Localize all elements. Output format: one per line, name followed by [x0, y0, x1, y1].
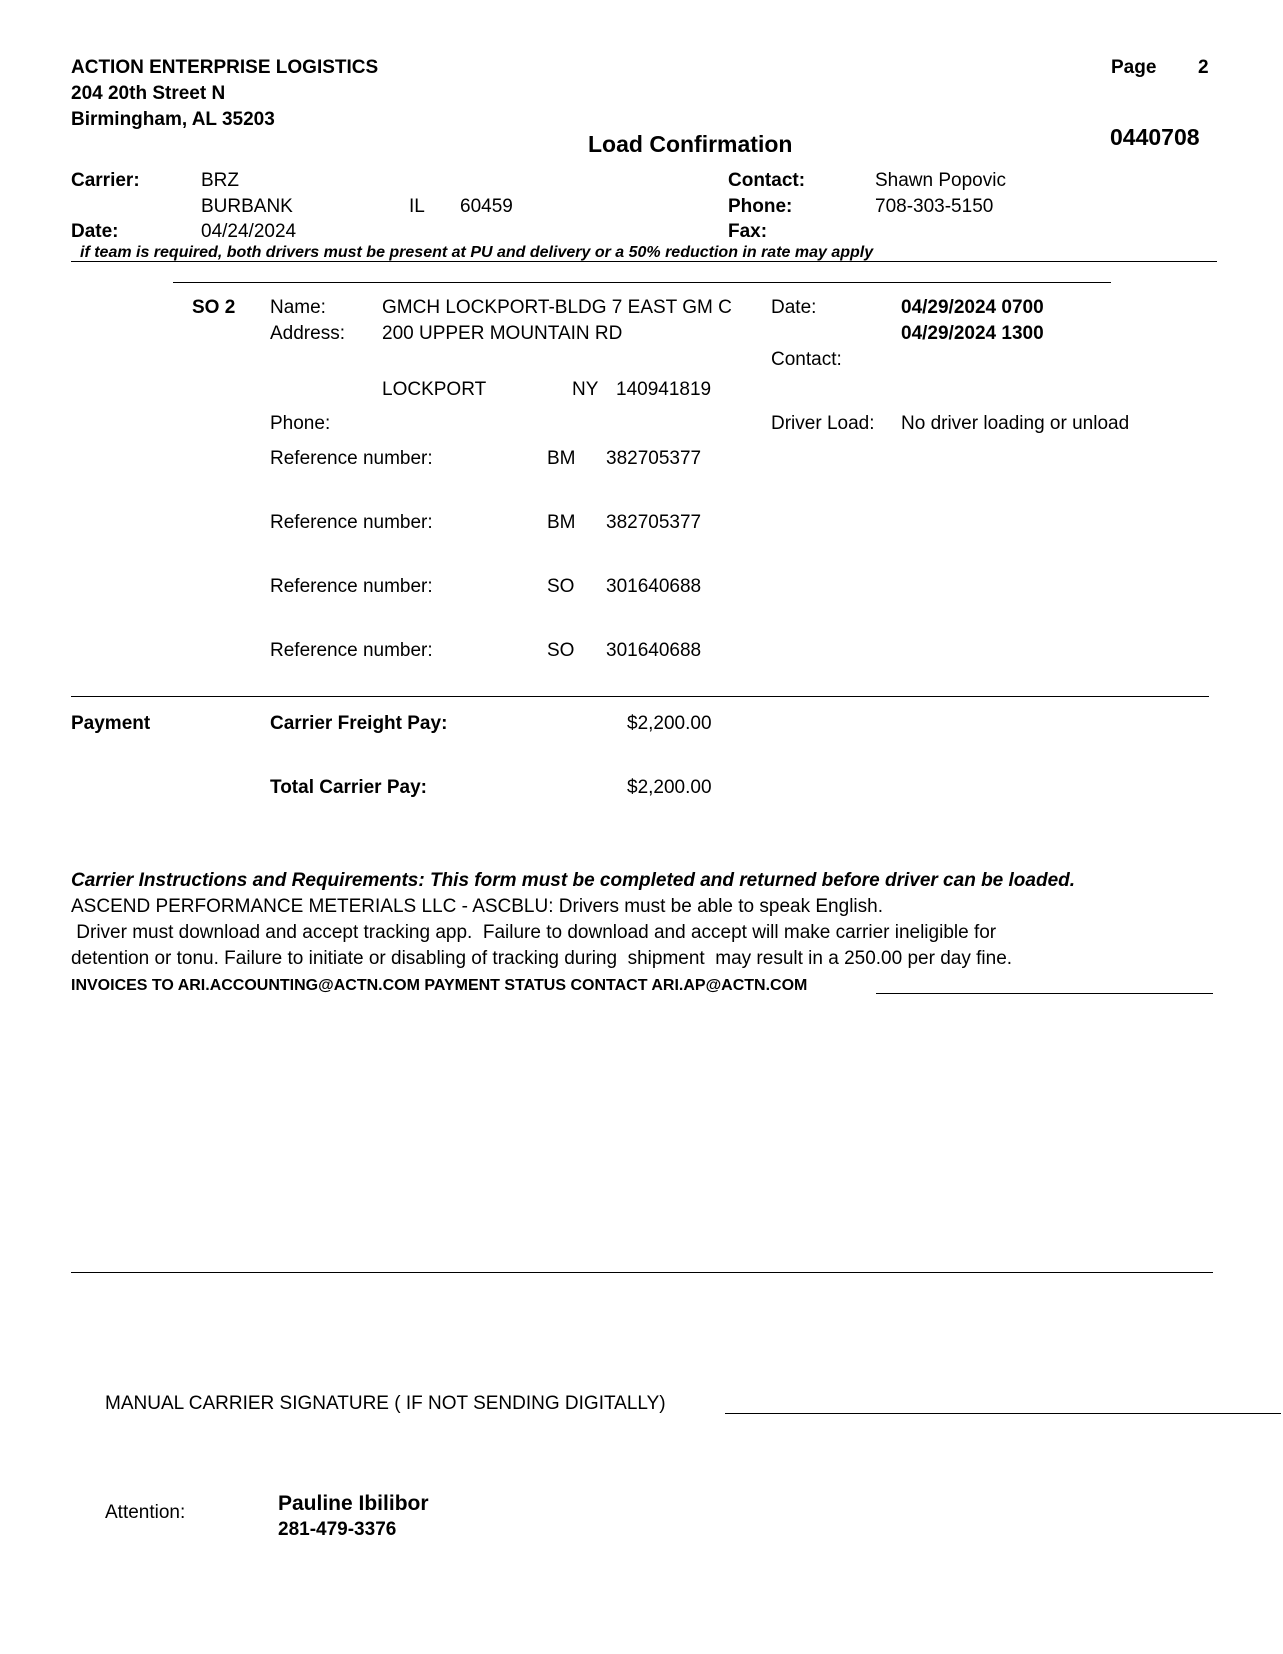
- carrier-date: 04/24/2024: [201, 221, 297, 242]
- attention-label: Attention:: [105, 1502, 186, 1523]
- company-name: ACTION ENTERPRISE LOGISTICS: [71, 57, 379, 78]
- reference-value: 301640688: [606, 576, 702, 597]
- stop-date-to: 04/29/2024 1300: [901, 323, 1044, 344]
- total-pay-label: Total Carrier Pay:: [270, 777, 427, 798]
- document-title: Load Confirmation: [588, 131, 793, 157]
- freight-pay-amount: $2,200.00: [627, 713, 712, 734]
- carrier-city: BURBANK: [201, 196, 293, 217]
- reference-value: 382705377: [606, 448, 702, 469]
- instructions-line: ASCEND PERFORMANCE METERIALS LLC - ASCBLU: Drivers must be able to speak English.: [71, 896, 883, 917]
- reference-label: Reference number:: [270, 448, 433, 469]
- stop-address: 200 UPPER MOUNTAIN RD: [382, 323, 623, 344]
- carrier-label: Carrier:: [71, 170, 140, 191]
- payment-label: Payment: [71, 713, 151, 734]
- reference-value: 301640688: [606, 640, 702, 661]
- attention-name: Pauline Ibilibor: [278, 1492, 429, 1515]
- driver-load-value: No driver loading or unload: [901, 413, 1130, 434]
- company-street: 204 20th Street N: [71, 83, 226, 104]
- stop-address-label: Address:: [270, 323, 345, 344]
- reference-value: 382705377: [606, 512, 702, 533]
- page-label: Page: [1111, 57, 1157, 78]
- signature-separator: [71, 1272, 1213, 1273]
- contact-name: Shawn Popovic: [875, 170, 1006, 191]
- stop-phone-label: Phone:: [270, 413, 331, 434]
- stop-name: GMCH LOCKPORT-BLDG 7 EAST GM C: [382, 297, 732, 318]
- stop-zip: 140941819: [616, 379, 712, 400]
- freight-pay-label: Carrier Freight Pay:: [270, 713, 448, 734]
- signature-label: MANUAL CARRIER SIGNATURE ( IF NOT SENDING DIGITALLY): [105, 1393, 666, 1414]
- invoices-underline: [876, 993, 1213, 994]
- section-divider: [173, 282, 1111, 283]
- notice-underline: [71, 261, 1217, 262]
- instructions-line: detention or tonu. Failure to initiate or disabling of tracking during shipment may result in a 250.00 per day fine.: [71, 948, 1013, 969]
- reference-type: BM: [547, 512, 576, 533]
- invoices-line: INVOICES TO ARI.ACCOUNTING@ACTN.COM PAYMENT STATUS CONTACT ARI.AP@ACTN.COM: [71, 977, 808, 994]
- stop-city: LOCKPORT: [382, 379, 487, 400]
- reference-type: SO: [547, 576, 575, 597]
- instructions-heading: Carrier Instructions and Requirements: This form must be completed and returned before driver can be loaded.: [71, 870, 1076, 891]
- attention-phone: 281-479-3376: [278, 1519, 397, 1540]
- stop-date-from: 04/29/2024 0700: [901, 297, 1044, 318]
- load-number: 0440708: [1110, 124, 1200, 150]
- stop-id: SO 2: [192, 297, 236, 318]
- team-notice: if team is required, both drivers must be present at PU and delivery or a 50% reduction in rate may apply: [80, 244, 874, 261]
- stop-contact-label: Contact:: [771, 349, 842, 370]
- page-number: 2: [1198, 57, 1209, 78]
- reference-label: Reference number:: [270, 512, 433, 533]
- stop-state: NY: [572, 379, 599, 400]
- reference-label: Reference number:: [270, 640, 433, 661]
- reference-type: SO: [547, 640, 575, 661]
- contact-label: Contact:: [728, 170, 806, 191]
- company-city: Birmingham, AL 35203: [71, 109, 275, 130]
- reference-label: Reference number:: [270, 576, 433, 597]
- carrier-state: IL: [409, 196, 425, 217]
- carrier-name: BRZ: [201, 170, 239, 191]
- signature-line[interactable]: [725, 1413, 1281, 1414]
- payment-divider: [71, 696, 1209, 697]
- carrier-phone: 708-303-5150: [875, 196, 994, 217]
- instructions-line: Driver must download and accept tracking app. Failure to download and accept will make carrier ineligible for: [71, 922, 997, 943]
- driver-load-label: Driver Load:: [771, 413, 875, 434]
- stop-name-label: Name:: [270, 297, 326, 318]
- stop-date-label: Date:: [771, 297, 817, 318]
- total-pay-amount: $2,200.00: [627, 777, 712, 798]
- carrier-zip: 60459: [460, 196, 513, 217]
- reference-type: BM: [547, 448, 576, 469]
- phone-label: Phone:: [728, 196, 793, 217]
- carrier-date-label: Date:: [71, 221, 119, 242]
- fax-label: Fax:: [728, 221, 768, 242]
